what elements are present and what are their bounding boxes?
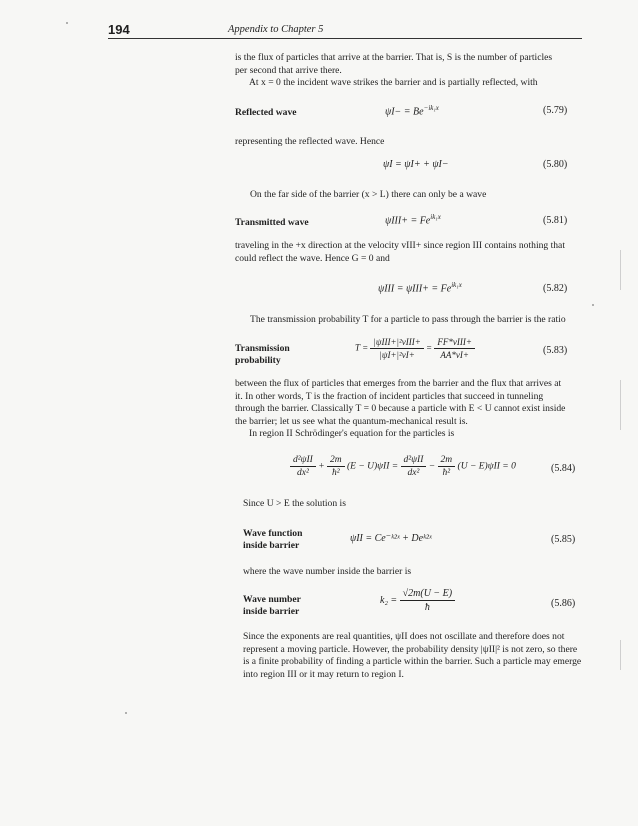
numerator: √2m(U − E) bbox=[400, 588, 455, 601]
fraction bbox=[400, 588, 455, 613]
label-wave-number bbox=[243, 594, 301, 618]
denominator: ħ bbox=[424, 602, 430, 613]
label-line: inside barrier bbox=[243, 606, 300, 617]
text-line: is a finite probability of finding a particle within the barrier. Such a particle may emerge bbox=[243, 656, 582, 668]
paragraph-reflected: representing the reflected wave. Hence bbox=[235, 136, 385, 147]
operator: + bbox=[318, 461, 325, 472]
equation-number: (5.86) bbox=[551, 598, 576, 609]
page-number: 194 bbox=[108, 22, 130, 37]
text-line: through the barrier. Classically T = 0 because a particle with E < U cannot exist inside bbox=[235, 403, 566, 415]
label-wave-function bbox=[243, 528, 302, 552]
numerator: d²ψII bbox=[401, 455, 427, 467]
text-line: is the flux of particles that arrive at the barrier. That is, S is the number of particles bbox=[235, 52, 553, 63]
text-line: per second that arrive there. bbox=[235, 64, 342, 76]
label-line: inside barrier bbox=[243, 540, 300, 551]
exponent: −ik₁x bbox=[423, 104, 439, 112]
equation-number: (5.85) bbox=[551, 534, 576, 545]
scan-speck bbox=[66, 22, 68, 24]
equation-5-79 bbox=[385, 104, 439, 117]
scan-speck bbox=[125, 712, 127, 714]
text-line: At x = 0 the incident wave strikes the barrier and is partially reflected, with bbox=[249, 77, 538, 89]
label-line: probability bbox=[235, 355, 281, 366]
text-line: the barrier; let us see what the quantum-mechanical result is. bbox=[235, 415, 468, 427]
label-line: Wave number bbox=[243, 594, 301, 605]
running-title: Appendix to Chapter 5 bbox=[228, 24, 324, 35]
label-transmitted-wave: Transmitted wave bbox=[235, 217, 309, 228]
denominator: dx² bbox=[407, 468, 420, 478]
numerator: 2m bbox=[438, 455, 456, 467]
paragraph-far-side: On the far side of the barrier (x > L) there can only be a wave bbox=[250, 189, 487, 200]
paragraph-flux-ratio bbox=[235, 378, 585, 441]
numerator: 2m bbox=[327, 455, 345, 467]
equation-5-83 bbox=[355, 337, 475, 360]
equation-5-81 bbox=[385, 213, 441, 226]
equation-number: (5.79) bbox=[543, 105, 568, 116]
equation-tail: (U − E)ψII = 0 bbox=[457, 461, 516, 472]
equation-number: (5.82) bbox=[543, 283, 568, 294]
text-line: could reflect the wave. Hence G = 0 and bbox=[235, 252, 390, 264]
equation-lhs: ψI− = Be bbox=[385, 106, 424, 118]
text-line: In region II Schrödinger's equation for the particles is bbox=[249, 428, 455, 440]
scan-speck bbox=[592, 304, 594, 306]
text-line: between the flux of particles that emerges from the barrier and the flux that arrives at bbox=[235, 378, 562, 389]
fraction bbox=[290, 455, 316, 478]
paragraph-wave-number: where the wave number inside the barrier is bbox=[243, 566, 412, 577]
paragraph-traveling bbox=[235, 240, 585, 265]
equation-number: (5.81) bbox=[543, 215, 568, 226]
equation-middle: (E − U)ψII = bbox=[347, 461, 399, 472]
equation-lhs: T = bbox=[355, 342, 369, 353]
label-transmission-probability bbox=[235, 343, 290, 367]
text-line: Since the exponents are real quantities, ψII does not oscillate and therefore does not bbox=[243, 631, 565, 642]
label-reflected-wave: Reflected wave bbox=[235, 107, 297, 118]
fraction bbox=[434, 337, 475, 360]
label-line: Wave function bbox=[243, 528, 303, 539]
scan-edge-mark bbox=[620, 380, 621, 430]
text-line: into region III or it may return to region I. bbox=[243, 668, 404, 680]
denominator: dx² bbox=[297, 468, 309, 478]
operator: − bbox=[428, 461, 436, 472]
equation-5-84 bbox=[290, 455, 516, 478]
denominator: ħ² bbox=[332, 468, 340, 478]
paragraph-transmission: The transmission probability T for a particle to pass through the barrier is the ratio bbox=[250, 314, 566, 325]
equation-number: (5.84) bbox=[551, 463, 576, 474]
equation-lhs: ψIII = ψIII+ = Fe bbox=[378, 283, 452, 295]
numerator: FF*vIII+ bbox=[434, 337, 475, 349]
exponent: ik₁x bbox=[430, 213, 441, 221]
denominator: |ψI+|²vI+ bbox=[379, 350, 415, 360]
denominator: AA*vI+ bbox=[440, 350, 469, 360]
paragraph-since: Since U > E the solution is bbox=[243, 498, 346, 509]
exponent: ik₁x bbox=[451, 281, 462, 289]
label-line: Transmission bbox=[235, 343, 290, 354]
text-line: traveling in the +x direction at the velocity vIII+ since region III contains nothing that bbox=[235, 240, 565, 251]
equals: = bbox=[426, 342, 435, 353]
equation-number: (5.80) bbox=[543, 159, 568, 170]
equation-number: (5.83) bbox=[543, 345, 568, 356]
text-line: represent a moving particle. However, the probability density |ψII|² is not zero, so there bbox=[243, 643, 578, 655]
equation-lhs: k₂ = bbox=[380, 594, 398, 606]
equation-lhs: ψIII+ = Fe bbox=[385, 215, 431, 227]
paragraph-flux bbox=[235, 52, 580, 90]
equation-5-82 bbox=[378, 281, 462, 294]
scan-edge-mark bbox=[620, 250, 621, 290]
header-rule bbox=[108, 38, 582, 39]
denominator: ħ² bbox=[442, 468, 451, 478]
paragraph-exponents bbox=[243, 631, 595, 681]
equation-5-86 bbox=[380, 588, 455, 613]
scan-edge-mark bbox=[620, 640, 621, 670]
fraction bbox=[327, 455, 345, 478]
fraction bbox=[438, 455, 456, 478]
equation-5-85: ψII = Ce⁻ᵏ²ˣ + Deᵏ²ˣ bbox=[350, 533, 432, 544]
fraction bbox=[370, 337, 423, 360]
fraction bbox=[401, 455, 427, 478]
numerator: d²ψII bbox=[290, 455, 316, 467]
numerator: |ψIII+|²vIII+ bbox=[370, 337, 423, 349]
equation-5-80: ψI = ψI+ + ψI− bbox=[383, 159, 449, 170]
text-line: it. In other words, T is the fraction of incident particles that succeed in tunneling bbox=[235, 390, 544, 402]
